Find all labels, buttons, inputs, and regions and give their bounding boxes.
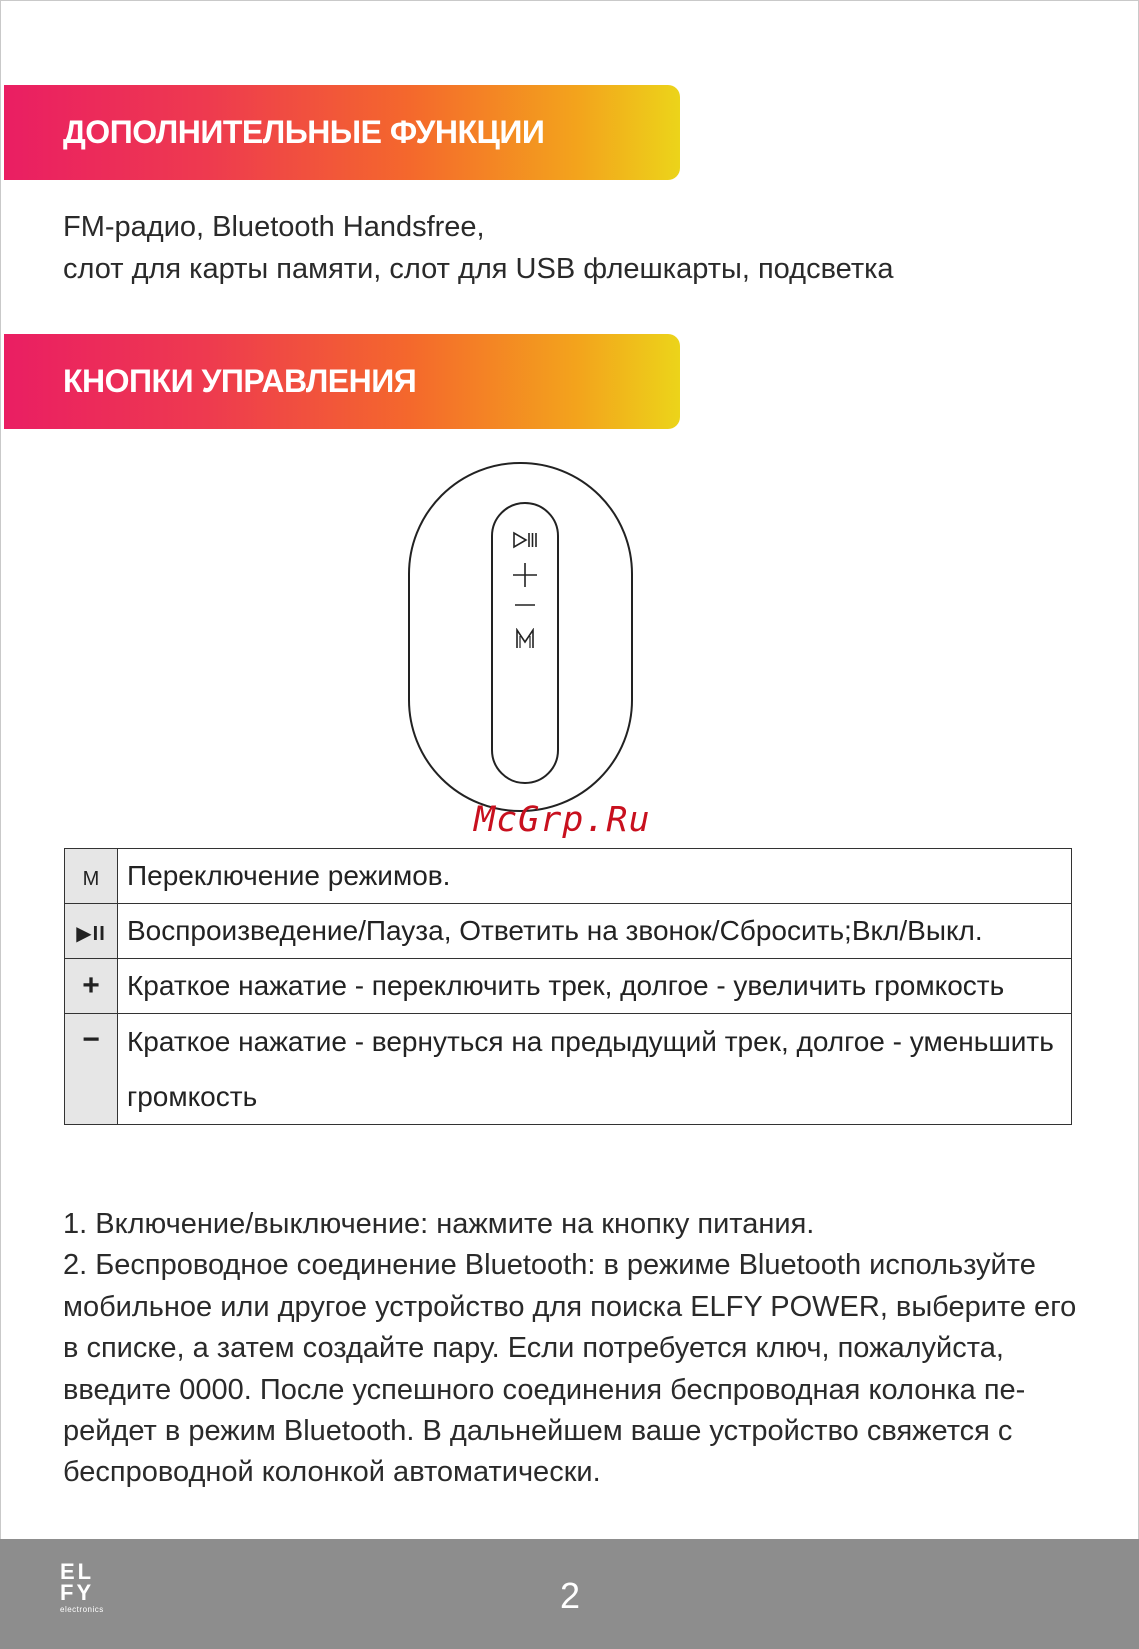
row-description [118,1014,1072,1125]
row-description: Переключение режимов. [118,849,1072,904]
table-row [65,959,1072,1014]
extra-functions-heading [4,85,680,180]
extra-functions-text [63,206,1063,290]
instruction-line: рейдет в режим Bluetooth. В дальнейшем ваше устройство свяжется с [63,1415,1013,1448]
mode-icon [493,628,557,650]
row-description: Краткое нажатие - переключить трек, долгое - увеличить громкость [118,959,1072,1014]
instructions-text [63,1204,1083,1494]
logo-text: EL [60,1559,95,1584]
elfy-logo [60,1561,104,1614]
watermark: McGrp.Ru [474,800,651,840]
features-line: FM-радио, Bluetooth Handsfree, [63,211,485,243]
volume-up-icon [493,562,557,588]
instruction-line: 2. Беспроводное соединение Bluetooth: в режиме Bluetooth используйте [63,1249,1036,1282]
instruction-line: беспроводной колонкой автоматически. [63,1456,601,1489]
row-description: Воспроизведение/Пауза, Ответить на звонок/Сбросить;Вкл/Выкл. [118,904,1072,959]
instruction-line: 1. Включение/выключение: нажмите на кнопку питания. [63,1208,815,1240]
controls-heading [4,334,680,429]
page-footer [0,1539,1139,1649]
page-number: 2 [560,1575,581,1616]
icon-glyph: ▶II [76,923,106,945]
play-pause-icon [65,904,118,959]
minus-icon [65,1014,118,1125]
instruction-line: мобильное или другое устройство для поиска ELFY POWER, выберите его [63,1290,1077,1323]
volume-down-icon [493,600,557,610]
controls-table [64,848,1072,1125]
row-description-line: громкость [127,1081,258,1112]
controls-title: КНОПКИ УПРАВЛЕНИЯ [63,363,417,399]
speaker-control-strip [491,502,559,784]
extra-functions-title: ДОПОЛНИТЕЛЬНЫЕ ФУНКЦИИ [63,114,545,150]
mode-icon [65,849,118,904]
table-row [65,849,1072,904]
features-line: слот для карты памяти, слот для USB флешкарты, подсветка [63,253,894,285]
play-pause-icon [493,530,557,550]
plus-icon [65,959,118,1014]
logo-text: FY [60,1580,95,1605]
icon-glyph: M [82,868,100,890]
instruction-line: введите 0000. После успешного соединения беспроводная колонка пе- [63,1373,1026,1406]
icon-glyph: + [82,969,100,1002]
logo-subtitle: electronics [60,1605,104,1614]
row-description-line: Краткое нажатие - вернуться на предыдущий трек, долгое - уменьшить [127,1026,1054,1057]
table-row [65,1014,1072,1125]
instruction-line: в списке, а затем создайте пару. Если потребуется ключ, пожалуйста, [63,1332,1004,1365]
icon-glyph: − [82,1023,100,1056]
table-row [65,904,1072,959]
